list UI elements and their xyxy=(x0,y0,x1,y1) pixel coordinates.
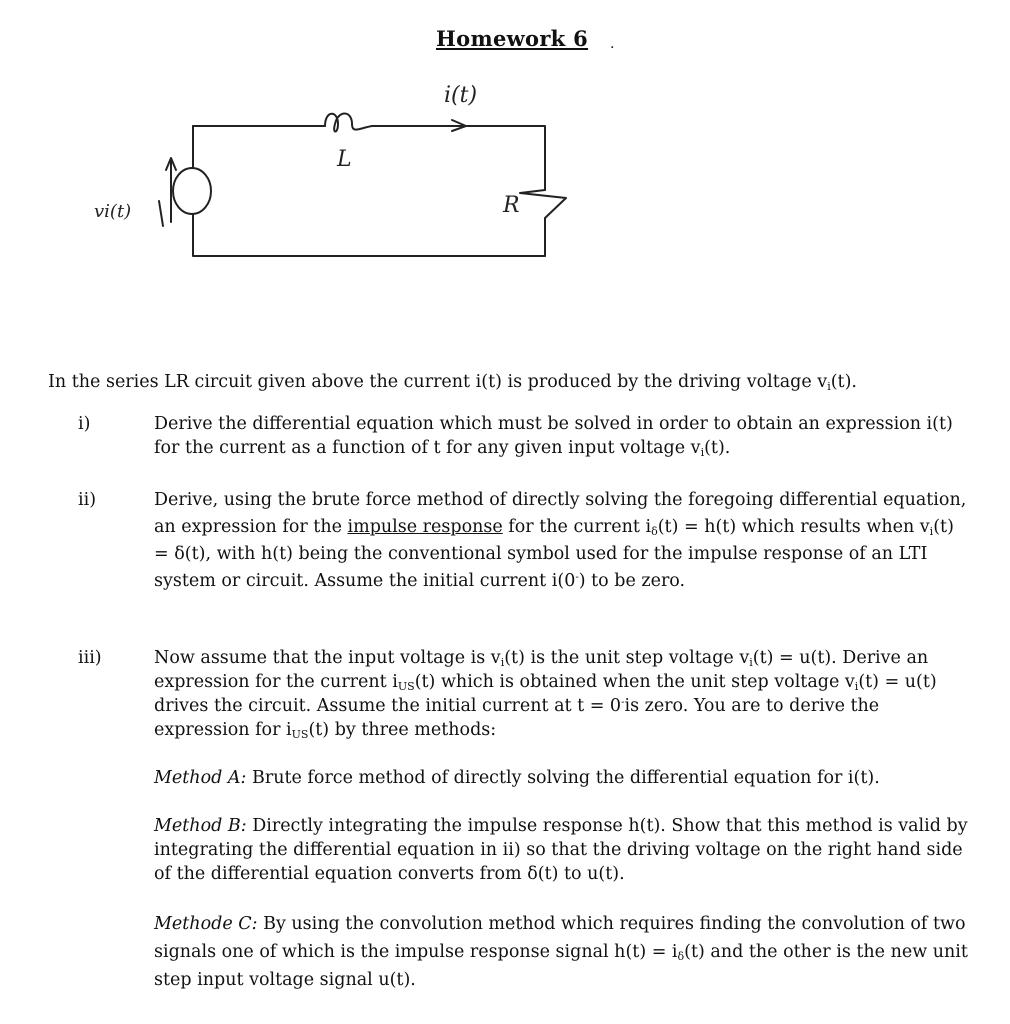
method-c: Methode C: By using the convolution method which requires finding the convolution of two signals one of which is the impulse response signal $h(t) = i_\delta(t)$ and the other is the new unit step input voltage signal u(t). xyxy=(154,914,968,990)
question-number: i) xyxy=(78,414,91,434)
impulse-response-underlined: impulse response xyxy=(347,517,503,537)
current-arrow xyxy=(440,120,466,131)
page-title: Homework 6 xyxy=(436,26,589,51)
inductor-label: L xyxy=(337,147,352,172)
label-tick xyxy=(159,201,163,226)
wire-top-right xyxy=(372,126,545,190)
voltage-source-circle xyxy=(173,168,211,214)
current-label: i(t) xyxy=(444,83,478,108)
question-text: Derive, using the brute force method of directly solving the foregoing differential equation, an expression for the impulse response for the current $i_\delta(t) = h(t)$ which results when $v_i(t) = \delta(t)$, with h(t) being the conventional symbol used for the impulse response of an LTI system or circuit. Assume the initial current i(0-) to be zero. xyxy=(154,490,967,591)
resistor-zigzag xyxy=(520,190,566,256)
resistor-label: R xyxy=(503,193,520,218)
inductor-coil xyxy=(325,114,372,132)
method-b: Method B: Directly integrating the impulse response h(t). Show that this method is valid by integrating the differential equation in ii) so that the driving voltage on the right hand side of the differential equation converts from δ(t) to u(t). xyxy=(154,816,968,884)
question-text: Now assume that the input voltage is $v_i(t)$ is the unit step voltage $v_i(t) = u(t)$. Derive an expression for the current $i_{US}(t)$ which is obtained when the unit step voltage $v_i(t) = u(t)$ drives the circuit. Assume the initial current at t = 0-is zero. You are to derive the expression for $i_{US}(t)$ by three methods: Method A: Brute force method of directly solving the differential equation for i(t). Method B: Directly integrating the impulse response h(t). Show that this method is valid by integrating the differential equation in ii) so that the driving voltage on the right hand side of the differential equation converts from δ(t) to u(t). Methode C: By using the convolution method which requires finding the convolution of two signals one of which is the impulse response signal $h(t) = i_\delta(t)$ and the other is the new unit step input voltage signal u(t). xyxy=(154,646,974,1018)
source-label: vi(t) xyxy=(94,201,132,222)
wire-bottom xyxy=(193,214,545,256)
stray-dot: . xyxy=(610,36,615,52)
question-number: iii) xyxy=(78,648,102,668)
question-text: Derive the differential equation which must be solved in order to obtain an expression i(t) for the current as a function of t for any given input voltage $v_i(t)$. xyxy=(154,414,953,459)
method-a: Method A: Brute force method of directly solving the differential equation for i(t). xyxy=(154,768,880,788)
intro-paragraph: In the series LR circuit given above the current i(t) is produced by the driving voltage $v_i(t)$. xyxy=(48,372,857,393)
source-arrow xyxy=(166,158,176,222)
circuit-diagram xyxy=(0,0,1010,340)
question-number: ii) xyxy=(78,490,97,510)
